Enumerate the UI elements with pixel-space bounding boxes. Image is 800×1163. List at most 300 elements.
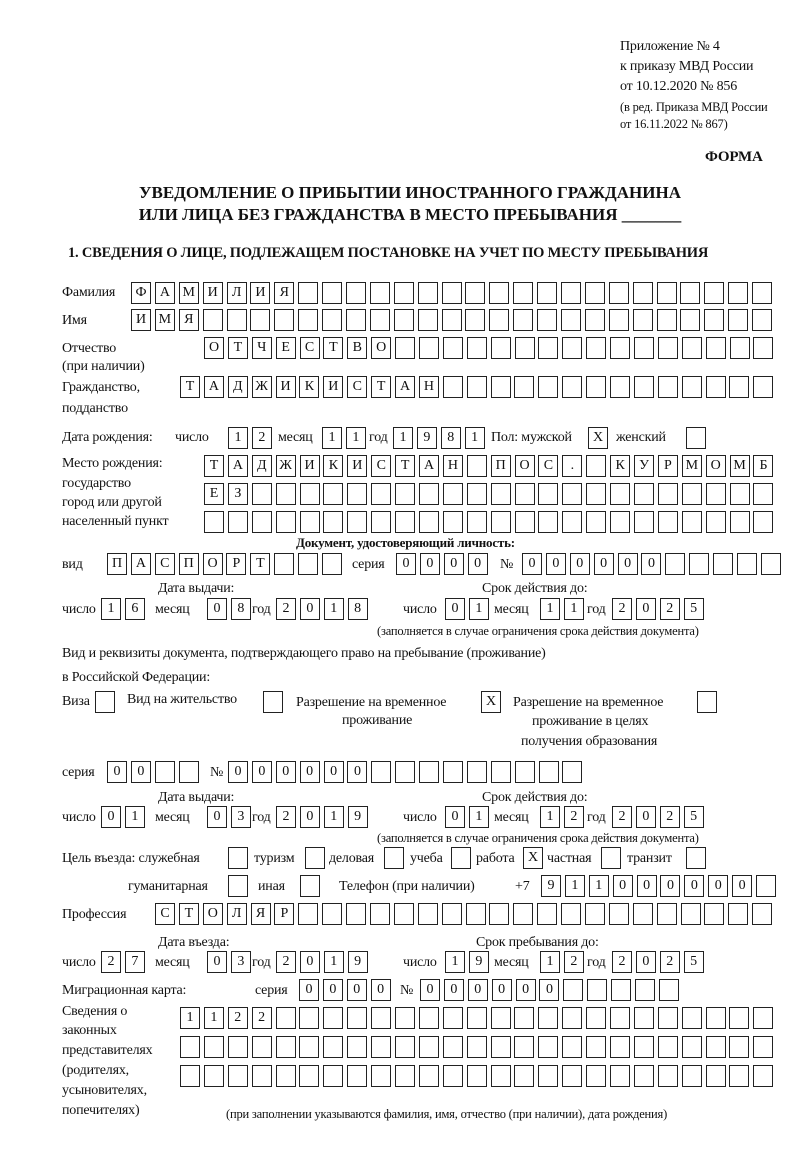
char-box[interactable] xyxy=(586,1007,606,1029)
char-box[interactable] xyxy=(586,483,606,505)
char-box[interactable] xyxy=(728,282,748,304)
char-box[interactable]: Я xyxy=(251,903,271,925)
char-box[interactable]: К xyxy=(323,455,343,477)
char-box[interactable] xyxy=(706,483,726,505)
char-box[interactable] xyxy=(634,483,654,505)
char-box[interactable] xyxy=(682,511,702,533)
char-box[interactable] xyxy=(276,1007,296,1029)
char-box[interactable] xyxy=(300,511,320,533)
char-box[interactable]: И xyxy=(250,282,270,304)
char-box[interactable]: Е xyxy=(204,483,224,505)
char-box[interactable] xyxy=(491,761,511,783)
char-box[interactable]: 9 xyxy=(348,806,368,828)
char-box[interactable] xyxy=(491,1036,511,1058)
char-box[interactable]: 8 xyxy=(441,427,461,449)
char-box[interactable] xyxy=(395,511,415,533)
char-box[interactable]: 0 xyxy=(618,553,638,575)
char-box[interactable] xyxy=(562,1065,582,1087)
char-box[interactable] xyxy=(443,1065,463,1087)
char-box[interactable]: Т xyxy=(228,337,248,359)
char-box[interactable] xyxy=(752,903,772,925)
citizenship-field[interactable] xyxy=(180,376,777,398)
char-box[interactable] xyxy=(689,553,709,575)
char-box[interactable] xyxy=(466,903,486,925)
char-box[interactable] xyxy=(370,282,390,304)
char-box[interactable] xyxy=(586,337,606,359)
char-box[interactable] xyxy=(204,1036,224,1058)
char-box[interactable] xyxy=(467,483,487,505)
char-box[interactable] xyxy=(347,1007,367,1029)
char-box[interactable] xyxy=(706,337,726,359)
char-box[interactable]: 1 xyxy=(180,1007,200,1029)
char-box[interactable] xyxy=(753,337,773,359)
char-box[interactable] xyxy=(753,1065,773,1087)
doc-issue-month-field[interactable] xyxy=(207,598,255,620)
char-box[interactable] xyxy=(659,979,679,1001)
char-box[interactable]: 1 xyxy=(540,951,560,973)
char-box[interactable] xyxy=(443,1036,463,1058)
char-box[interactable]: 0 xyxy=(371,979,391,1001)
char-box[interactable] xyxy=(322,282,342,304)
char-box[interactable] xyxy=(228,1036,248,1058)
char-box[interactable]: А xyxy=(155,282,175,304)
char-box[interactable]: 8 xyxy=(231,598,251,620)
char-box[interactable] xyxy=(180,1036,200,1058)
char-box[interactable] xyxy=(658,376,678,398)
char-box[interactable]: Н xyxy=(419,376,439,398)
char-box[interactable]: 9 xyxy=(348,951,368,973)
char-box[interactable]: 0 xyxy=(207,598,227,620)
char-box[interactable]: 5 xyxy=(684,598,704,620)
char-box[interactable]: 0 xyxy=(323,979,343,1001)
char-box[interactable] xyxy=(538,1036,558,1058)
char-box[interactable]: С xyxy=(155,553,175,575)
right-doc-issue-day-field[interactable] xyxy=(101,806,149,828)
char-box[interactable] xyxy=(323,1036,343,1058)
char-box[interactable]: 0 xyxy=(101,806,121,828)
char-box[interactable] xyxy=(634,511,654,533)
char-box[interactable]: 1 xyxy=(324,951,344,973)
char-box[interactable] xyxy=(513,282,533,304)
stay-month-field[interactable] xyxy=(540,951,588,973)
char-box[interactable] xyxy=(562,1036,582,1058)
char-box[interactable]: И xyxy=(203,282,223,304)
char-box[interactable]: 2 xyxy=(564,951,584,973)
char-box[interactable] xyxy=(346,309,366,331)
char-box[interactable]: 0 xyxy=(684,875,704,897)
birthplace-row-2[interactable] xyxy=(204,483,777,505)
char-box[interactable]: Я xyxy=(274,282,294,304)
char-box[interactable]: 1 xyxy=(322,427,342,449)
char-box[interactable] xyxy=(515,337,535,359)
char-box[interactable]: 2 xyxy=(660,951,680,973)
char-box[interactable] xyxy=(665,553,685,575)
char-box[interactable] xyxy=(513,903,533,925)
migration-series-field[interactable] xyxy=(299,979,395,1001)
char-box[interactable]: П xyxy=(179,553,199,575)
phone-field[interactable] xyxy=(541,875,780,897)
birthplace-row-3[interactable] xyxy=(204,511,777,533)
char-box[interactable] xyxy=(467,455,487,477)
char-box[interactable]: О xyxy=(204,337,224,359)
stay-day-field[interactable] xyxy=(445,951,493,973)
char-box[interactable] xyxy=(537,282,557,304)
char-box[interactable] xyxy=(609,903,629,925)
char-box[interactable] xyxy=(713,553,733,575)
char-box[interactable]: 0 xyxy=(445,598,465,620)
char-box[interactable]: С xyxy=(371,455,391,477)
char-box[interactable]: 0 xyxy=(444,979,464,1001)
char-box[interactable] xyxy=(322,553,342,575)
char-box[interactable] xyxy=(298,282,318,304)
char-box[interactable] xyxy=(634,376,654,398)
char-box[interactable]: 0 xyxy=(207,806,227,828)
right-doc-issue-year-field[interactable] xyxy=(276,806,372,828)
char-box[interactable] xyxy=(706,511,726,533)
char-box[interactable] xyxy=(706,1065,726,1087)
char-box[interactable] xyxy=(609,282,629,304)
char-box[interactable]: 2 xyxy=(252,1007,272,1029)
char-box[interactable]: 5 xyxy=(684,806,704,828)
char-box[interactable]: Р xyxy=(658,455,678,477)
migration-number-field[interactable] xyxy=(420,979,683,1001)
char-box[interactable]: И xyxy=(300,455,320,477)
right-doc-valid-day-field[interactable] xyxy=(445,806,493,828)
char-box[interactable]: Ж xyxy=(276,455,296,477)
char-box[interactable] xyxy=(634,1036,654,1058)
char-box[interactable]: 0 xyxy=(347,979,367,1001)
char-box[interactable]: 0 xyxy=(107,761,127,783)
char-box[interactable] xyxy=(274,309,294,331)
char-box[interactable] xyxy=(489,903,509,925)
char-box[interactable] xyxy=(442,309,462,331)
char-box[interactable] xyxy=(610,337,630,359)
char-box[interactable] xyxy=(298,553,318,575)
char-box[interactable] xyxy=(728,309,748,331)
purpose-study-checkbox[interactable] xyxy=(451,847,471,869)
char-box[interactable]: Ж xyxy=(252,376,272,398)
char-box[interactable] xyxy=(730,337,750,359)
char-box[interactable]: 1 xyxy=(445,951,465,973)
purpose-official-checkbox[interactable] xyxy=(228,847,248,869)
char-box[interactable] xyxy=(586,455,606,477)
char-box[interactable] xyxy=(538,1065,558,1087)
char-box[interactable]: 0 xyxy=(641,553,661,575)
char-box[interactable]: Т xyxy=(204,455,224,477)
char-box[interactable] xyxy=(276,1065,296,1087)
char-box[interactable] xyxy=(322,309,342,331)
char-box[interactable]: 3 xyxy=(231,951,251,973)
temp-residence-checkbox[interactable]: X xyxy=(481,691,501,713)
char-box[interactable]: 2 xyxy=(660,806,680,828)
char-box[interactable] xyxy=(467,1036,487,1058)
doc-issue-day-field[interactable] xyxy=(101,598,149,620)
char-box[interactable]: 0 xyxy=(516,979,536,1001)
char-box[interactable]: 0 xyxy=(276,761,296,783)
char-box[interactable]: 2 xyxy=(612,806,632,828)
char-box[interactable] xyxy=(323,483,343,505)
char-box[interactable] xyxy=(252,511,272,533)
char-box[interactable] xyxy=(250,309,270,331)
char-box[interactable] xyxy=(322,903,342,925)
char-box[interactable] xyxy=(347,1036,367,1058)
char-box[interactable]: 2 xyxy=(101,951,121,973)
char-box[interactable]: У xyxy=(634,455,654,477)
char-box[interactable] xyxy=(491,1065,511,1087)
purpose-business-checkbox[interactable] xyxy=(384,847,404,869)
reps-row-3[interactable] xyxy=(180,1065,777,1087)
char-box[interactable]: 0 xyxy=(539,979,559,1001)
char-box[interactable] xyxy=(395,1065,415,1087)
char-box[interactable] xyxy=(729,1007,749,1029)
char-box[interactable]: М xyxy=(682,455,702,477)
char-box[interactable] xyxy=(394,309,414,331)
char-box[interactable] xyxy=(395,761,415,783)
char-box[interactable] xyxy=(395,337,415,359)
char-box[interactable] xyxy=(610,1065,630,1087)
char-box[interactable] xyxy=(228,511,248,533)
char-box[interactable] xyxy=(346,903,366,925)
char-box[interactable]: К xyxy=(610,455,630,477)
char-box[interactable]: О xyxy=(371,337,391,359)
char-box[interactable]: 1 xyxy=(393,427,413,449)
char-box[interactable] xyxy=(753,483,773,505)
birth-year-field[interactable] xyxy=(393,427,489,449)
char-box[interactable]: 8 xyxy=(348,598,368,620)
char-box[interactable]: 3 xyxy=(231,806,251,828)
char-box[interactable]: 2 xyxy=(612,951,632,973)
char-box[interactable] xyxy=(323,511,343,533)
char-box[interactable]: 7 xyxy=(125,951,145,973)
sex-male-checkbox[interactable]: X xyxy=(588,427,608,449)
char-box[interactable] xyxy=(419,511,439,533)
char-box[interactable]: 1 xyxy=(540,598,560,620)
char-box[interactable] xyxy=(347,511,367,533)
char-box[interactable] xyxy=(370,903,390,925)
char-box[interactable] xyxy=(682,376,702,398)
profession-field[interactable] xyxy=(155,903,776,925)
char-box[interactable] xyxy=(371,1036,391,1058)
char-box[interactable] xyxy=(467,1007,487,1029)
char-box[interactable] xyxy=(419,337,439,359)
char-box[interactable] xyxy=(610,376,630,398)
char-box[interactable] xyxy=(276,1036,296,1058)
surname-field[interactable] xyxy=(131,282,776,304)
char-box[interactable]: 1 xyxy=(540,806,560,828)
entry-month-field[interactable] xyxy=(207,951,255,973)
char-box[interactable] xyxy=(587,979,607,1001)
char-box[interactable] xyxy=(585,903,605,925)
temp-edu-checkbox[interactable] xyxy=(697,691,717,713)
char-box[interactable]: 0 xyxy=(299,979,319,1001)
char-box[interactable] xyxy=(299,1065,319,1087)
char-box[interactable] xyxy=(538,511,558,533)
purpose-private-checkbox[interactable] xyxy=(601,847,621,869)
char-box[interactable] xyxy=(443,1007,463,1029)
char-box[interactable] xyxy=(443,376,463,398)
char-box[interactable]: 0 xyxy=(300,761,320,783)
char-box[interactable]: Ф xyxy=(131,282,151,304)
char-box[interactable] xyxy=(658,337,678,359)
purpose-humanitarian-checkbox[interactable] xyxy=(228,875,248,897)
char-box[interactable] xyxy=(610,1036,630,1058)
char-box[interactable] xyxy=(611,979,631,1001)
char-box[interactable]: 0 xyxy=(468,553,488,575)
char-box[interactable]: 2 xyxy=(276,806,296,828)
char-box[interactable] xyxy=(585,282,605,304)
char-box[interactable] xyxy=(252,483,272,505)
char-box[interactable] xyxy=(443,337,463,359)
char-box[interactable] xyxy=(706,1036,726,1058)
char-box[interactable] xyxy=(371,511,391,533)
doc-number-field[interactable] xyxy=(522,553,785,575)
birthplace-row-1[interactable] xyxy=(204,455,777,477)
char-box[interactable]: 0 xyxy=(732,875,752,897)
char-box[interactable] xyxy=(753,1007,773,1029)
sex-female-checkbox[interactable] xyxy=(686,427,706,449)
char-box[interactable] xyxy=(756,875,776,897)
char-box[interactable]: Д xyxy=(252,455,272,477)
char-box[interactable] xyxy=(737,553,757,575)
doc-kind-field[interactable] xyxy=(107,553,346,575)
char-box[interactable]: И xyxy=(347,455,367,477)
patronymic-field[interactable] xyxy=(204,337,777,359)
char-box[interactable]: О xyxy=(203,553,223,575)
char-box[interactable]: 1 xyxy=(204,1007,224,1029)
char-box[interactable] xyxy=(491,1007,511,1029)
char-box[interactable]: 0 xyxy=(522,553,542,575)
char-box[interactable]: 1 xyxy=(101,598,121,620)
char-box[interactable] xyxy=(252,1065,272,1087)
char-box[interactable] xyxy=(657,903,677,925)
char-box[interactable]: С xyxy=(538,455,558,477)
char-box[interactable] xyxy=(635,979,655,1001)
char-box[interactable] xyxy=(561,903,581,925)
char-box[interactable]: Б xyxy=(753,455,773,477)
char-box[interactable] xyxy=(347,483,367,505)
char-box[interactable] xyxy=(730,511,750,533)
char-box[interactable] xyxy=(728,903,748,925)
char-box[interactable] xyxy=(681,903,701,925)
char-box[interactable] xyxy=(704,309,724,331)
char-box[interactable] xyxy=(467,1065,487,1087)
char-box[interactable] xyxy=(371,483,391,505)
doc-valid-year-field[interactable] xyxy=(612,598,708,620)
name-field[interactable] xyxy=(131,309,776,331)
char-box[interactable]: Л xyxy=(227,903,247,925)
char-box[interactable] xyxy=(561,309,581,331)
char-box[interactable]: Т xyxy=(179,903,199,925)
char-box[interactable] xyxy=(515,511,535,533)
char-box[interactable]: Т xyxy=(250,553,270,575)
char-box[interactable] xyxy=(323,1065,343,1087)
char-box[interactable] xyxy=(155,761,175,783)
char-box[interactable] xyxy=(419,1065,439,1087)
char-box[interactable]: 5 xyxy=(684,951,704,973)
char-box[interactable]: 1 xyxy=(564,598,584,620)
char-box[interactable] xyxy=(658,1036,678,1058)
char-box[interactable]: О xyxy=(203,903,223,925)
char-box[interactable] xyxy=(682,1007,702,1029)
char-box[interactable]: 1 xyxy=(228,427,248,449)
char-box[interactable]: А xyxy=(131,553,151,575)
char-box[interactable]: 2 xyxy=(252,427,272,449)
char-box[interactable] xyxy=(761,553,781,575)
char-box[interactable] xyxy=(704,282,724,304)
char-box[interactable] xyxy=(633,282,653,304)
char-box[interactable]: 0 xyxy=(131,761,151,783)
char-box[interactable]: Т xyxy=(371,376,391,398)
char-box[interactable] xyxy=(586,511,606,533)
char-box[interactable] xyxy=(634,337,654,359)
char-box[interactable]: О xyxy=(706,455,726,477)
purpose-transit-checkbox[interactable] xyxy=(686,847,706,869)
char-box[interactable] xyxy=(491,337,511,359)
char-box[interactable]: 1 xyxy=(589,875,609,897)
char-box[interactable] xyxy=(610,1007,630,1029)
char-box[interactable] xyxy=(467,376,487,398)
char-box[interactable]: Т xyxy=(180,376,200,398)
char-box[interactable]: 0 xyxy=(613,875,633,897)
char-box[interactable]: 0 xyxy=(324,761,344,783)
char-box[interactable]: 0 xyxy=(396,553,416,575)
char-box[interactable]: Е xyxy=(276,337,296,359)
char-box[interactable] xyxy=(752,282,772,304)
char-box[interactable] xyxy=(586,1065,606,1087)
stay-year-field[interactable] xyxy=(612,951,708,973)
char-box[interactable]: К xyxy=(299,376,319,398)
char-box[interactable] xyxy=(276,511,296,533)
visa-checkbox[interactable] xyxy=(95,691,115,713)
char-box[interactable] xyxy=(562,511,582,533)
char-box[interactable]: 0 xyxy=(468,979,488,1001)
char-box[interactable]: 0 xyxy=(570,553,590,575)
char-box[interactable] xyxy=(537,903,557,925)
char-box[interactable]: 1 xyxy=(346,427,366,449)
char-box[interactable] xyxy=(730,483,750,505)
char-box[interactable] xyxy=(729,376,749,398)
char-box[interactable]: Я xyxy=(179,309,199,331)
char-box[interactable]: 1 xyxy=(324,598,344,620)
char-box[interactable]: 2 xyxy=(228,1007,248,1029)
char-box[interactable]: 1 xyxy=(565,875,585,897)
char-box[interactable] xyxy=(227,309,247,331)
purpose-work-checkbox[interactable]: X xyxy=(523,847,543,869)
char-box[interactable]: . xyxy=(562,455,582,477)
char-box[interactable] xyxy=(633,309,653,331)
char-box[interactable]: С xyxy=(155,903,175,925)
char-box[interactable]: П xyxy=(107,553,127,575)
char-box[interactable] xyxy=(658,483,678,505)
char-box[interactable]: И xyxy=(276,376,296,398)
char-box[interactable]: 0 xyxy=(252,761,272,783)
char-box[interactable] xyxy=(491,376,511,398)
char-box[interactable]: А xyxy=(204,376,224,398)
char-box[interactable]: П xyxy=(491,455,511,477)
reps-row-1[interactable] xyxy=(180,1007,777,1029)
char-box[interactable] xyxy=(634,1007,654,1029)
char-box[interactable]: М xyxy=(179,282,199,304)
char-box[interactable] xyxy=(537,309,557,331)
char-box[interactable] xyxy=(706,376,726,398)
char-box[interactable] xyxy=(203,309,223,331)
char-box[interactable] xyxy=(562,337,582,359)
char-box[interactable]: 0 xyxy=(444,553,464,575)
char-box[interactable] xyxy=(395,1007,415,1029)
char-box[interactable] xyxy=(610,511,630,533)
char-box[interactable]: 0 xyxy=(636,951,656,973)
char-box[interactable] xyxy=(682,483,702,505)
